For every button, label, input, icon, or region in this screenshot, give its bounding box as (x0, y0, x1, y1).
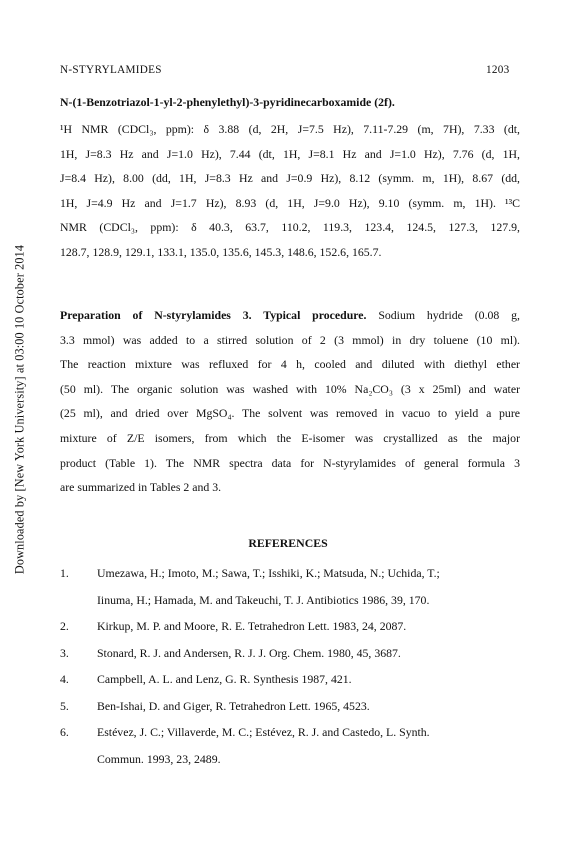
procedure-line: mixture of Z/E isomers, from which the E-isomer was crystallized as the major (60, 430, 520, 445)
reference-item (60, 693, 530, 720)
reference-item (60, 640, 530, 667)
reference-number: 1. (60, 566, 69, 580)
references-heading: REFERENCES (248, 536, 328, 550)
nmr-line: J=8.4 Hz), 8.00 (dd, 1H, J=8.3 Hz and J=0.9 Hz), 8.12 (symm. m, 1H), 8.67 (dd, (60, 171, 520, 186)
reference-number: 4. (60, 672, 69, 686)
reference-text: Iinuma, H.; Hamada, M. and Takeuchi, T. J. Antibiotics 1986, 39, 170. (97, 592, 430, 607)
nmr-data-paragraph (60, 117, 520, 265)
reference-text: Umezawa, H.; Imoto, M.; Sawa, T.; Isshiki, K.; Matsuda, N.; Uchida, T.; (97, 566, 440, 580)
reference-item (60, 719, 530, 772)
procedure-line: 3.3 mmol) was added to a stirred solution of 2 (3 mmol) in dry toluene (10 ml). (60, 332, 520, 347)
nmr-line: 1H, J=4.9 Hz and J=1.7 Hz), 8.93 (d, 1H, J=9.0 Hz), 9.10 (symm. m, 1H). ¹³C (60, 195, 520, 210)
procedure-line (60, 303, 520, 328)
reference-number: 6. (60, 725, 69, 739)
nmr-line: NMR (CDCl₃, ppm): δ 40.3, 63.7, 110.2, 119.3, 123.4, 124.5, 127.3, 127.9, (60, 220, 520, 235)
procedure-heading: Preparation of N-styrylamides 3. Typical procedure. (60, 308, 367, 322)
reference-text: Kirkup, M. P. and Moore, R. E. Tetrahedron Lett. 1983, 24, 2087. (97, 619, 407, 633)
nmr-line: 1H, J=8.3 Hz and J=1.0 Hz), 7.44 (dt, 1H, J=8.1 Hz and J=1.0 Hz), 7.76 (d, 1H, (60, 146, 520, 161)
reference-number: 3. (60, 645, 69, 660)
reference-item (60, 613, 530, 640)
procedure-paragraph (60, 303, 520, 500)
procedure-line: (25 ml), and dried over MgSO₄. The solvent was removed in vacuo to yield a pure (60, 406, 520, 421)
procedure-line: product (Table 1). The NMR spectra data for N-styrylamides of general formula 3 (60, 455, 520, 470)
reference-text: Commun. 1993, 23, 2489. (97, 751, 221, 766)
reference-text: Campbell, A. L. and Lenz, G. R. Synthesis 1987, 421. (97, 672, 352, 686)
compound-title: N-(1-Benzotriazol-1-yl-2-phenylethyl)-3-pyridinecarboxamide (2f). (60, 95, 395, 109)
download-watermark: Downloaded by [New York University] at 03:00 10 October 2014 (12, 244, 27, 575)
reference-text: Stonard, R. J. and Andersen, R. J. J. Org. Chem. 1980, 45, 3687. (97, 645, 401, 660)
reference-number: 2. (60, 619, 69, 633)
procedure-line: (50 ml). The organic solution was washed with 10% Na₂CO₃ (3 x 25ml) and water (60, 381, 520, 396)
procedure-line-text: Sodium hydride (0.08 g, (378, 308, 521, 322)
reference-item (60, 560, 530, 613)
reference-number: 5. (60, 698, 69, 713)
nmr-line: 128.7, 128.9, 129.1, 133.1, 135.0, 135.6, 145.3, 148.6, 152.6, 165.7. (60, 244, 382, 259)
reference-item (60, 666, 530, 693)
nmr-line: ¹H NMR (CDCl₃, ppm): δ 3.88 (d, 2H, J=7.5 Hz), 7.11-7.29 (m, 7H), 7.33 (dt, (60, 122, 520, 136)
reference-list (60, 560, 530, 772)
procedure-line: are summarized in Tables 2 and 3. (60, 480, 222, 495)
procedure-line: The reaction mixture was refluxed for 4 h, cooled and diluted with diethyl ether (60, 357, 520, 372)
reference-text: Ben-Ishai, D. and Giger, R. Tetrahedron Lett. 1965, 4523. (97, 698, 370, 713)
reference-text: Estévez, J. C.; Villaverde, M. C.; Estévez, R. J. and Castedo, L. Synth. (97, 725, 430, 739)
page-number: 1203 (486, 64, 510, 76)
running-title: N-STYRYLAMIDES (60, 64, 162, 76)
